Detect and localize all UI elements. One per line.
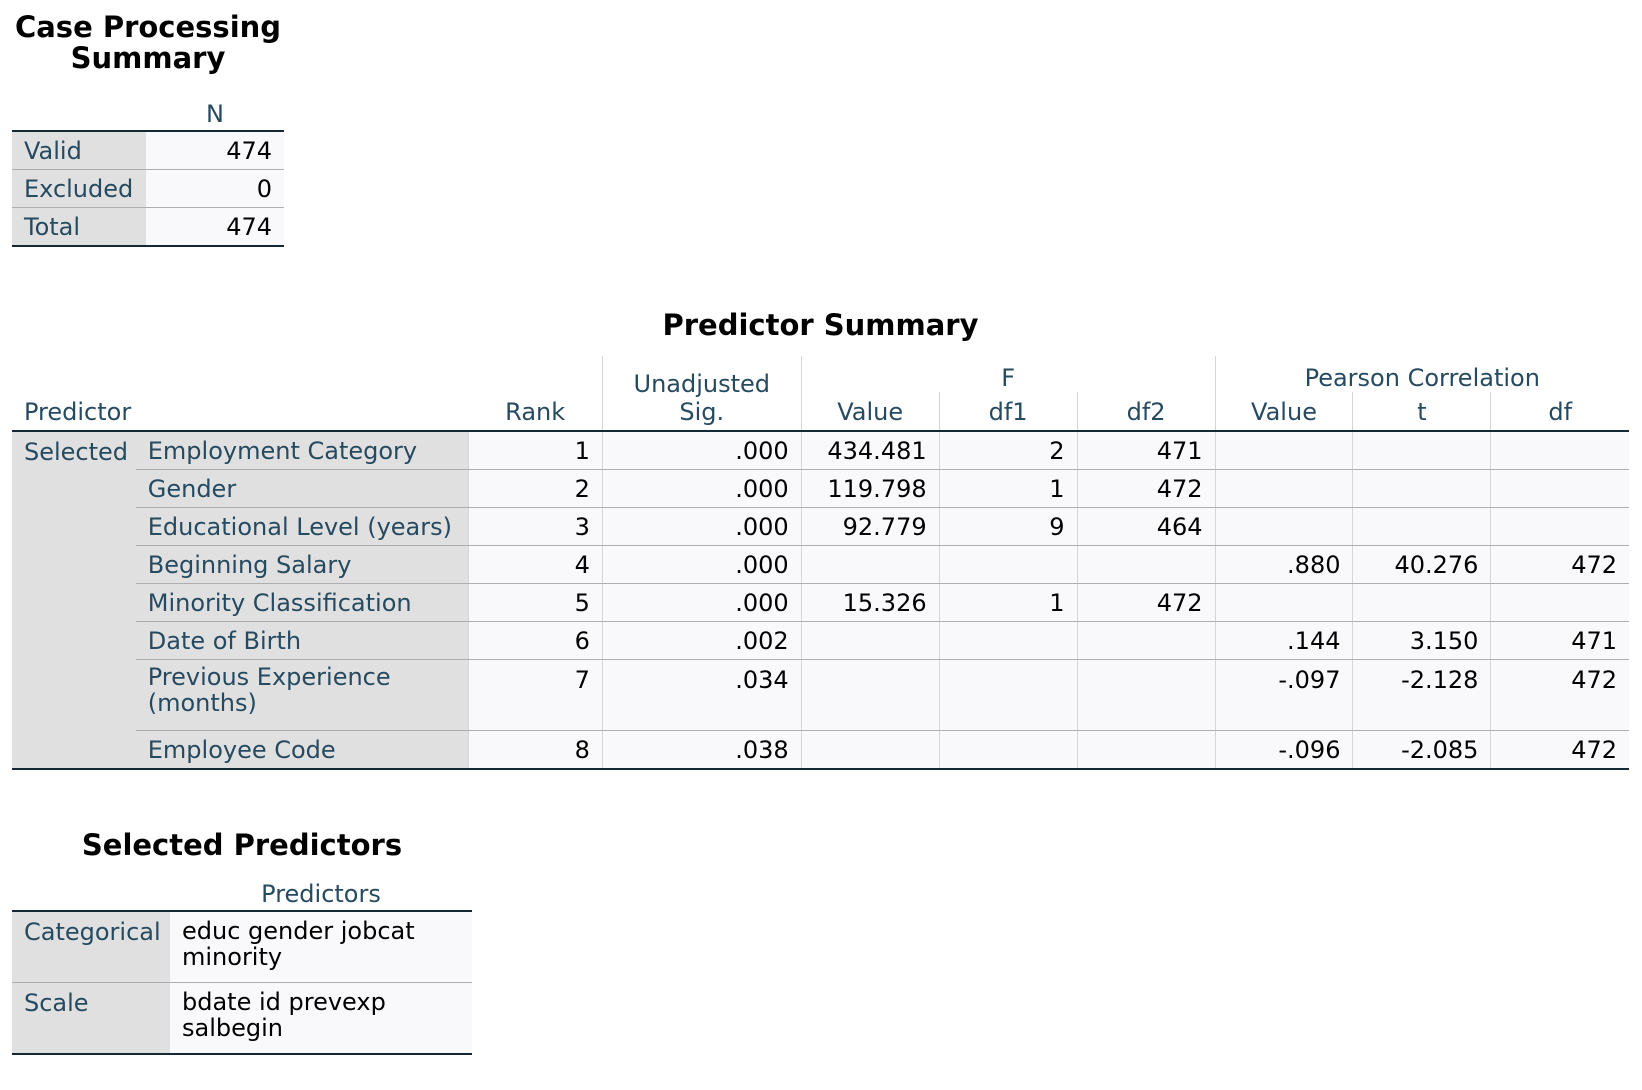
pearson-value-cell bbox=[1215, 584, 1353, 622]
predictor-name: Date of Birth bbox=[136, 622, 469, 660]
predictor-name: Minority Classification bbox=[136, 584, 469, 622]
f-value-cell bbox=[801, 660, 939, 731]
df-cell bbox=[1491, 470, 1629, 508]
predictor-name: Gender bbox=[136, 470, 469, 508]
df1-cell bbox=[939, 731, 1077, 770]
rank-cell: 3 bbox=[468, 508, 602, 546]
table-row bbox=[12, 431, 1629, 470]
df2-cell: 471 bbox=[1077, 431, 1215, 470]
sig-cell: .002 bbox=[602, 622, 801, 660]
row-value: bdate id prevexp salbegin bbox=[170, 983, 472, 1055]
predictor-name: Previous Experience (months) bbox=[136, 660, 469, 731]
table-row bbox=[12, 584, 1629, 622]
df-cell: 472 bbox=[1491, 546, 1629, 584]
sig-cell: .000 bbox=[602, 508, 801, 546]
pearson-value-cell: -.096 bbox=[1215, 731, 1353, 770]
column-header-pearson-value: Value bbox=[1215, 392, 1353, 431]
row-value: educ gender jobcat minority bbox=[170, 911, 472, 983]
row-label: Categorical bbox=[12, 911, 170, 983]
table-row bbox=[12, 470, 1629, 508]
rank-cell: 7 bbox=[468, 660, 602, 731]
table-row bbox=[12, 131, 284, 170]
pearson-value-cell: .880 bbox=[1215, 546, 1353, 584]
sig-cell: .000 bbox=[602, 470, 801, 508]
t-cell: 40.276 bbox=[1353, 546, 1491, 584]
column-header-n: N bbox=[146, 94, 284, 131]
df2-cell bbox=[1077, 622, 1215, 660]
df2-cell bbox=[1077, 660, 1215, 731]
df-cell: 472 bbox=[1491, 660, 1629, 731]
df-cell bbox=[1491, 584, 1629, 622]
row-value: 474 bbox=[146, 208, 284, 247]
sig-cell: .000 bbox=[602, 431, 801, 470]
predictor-summary-title: Predictor Summary bbox=[662, 308, 979, 342]
t-cell: -2.085 bbox=[1353, 731, 1491, 770]
case-processing-title: Case Processing Summary bbox=[14, 10, 282, 75]
sig-cell: .000 bbox=[602, 584, 801, 622]
pearson-value-cell: -.097 bbox=[1215, 660, 1353, 731]
row-value: 0 bbox=[146, 170, 284, 208]
df2-cell: 464 bbox=[1077, 508, 1215, 546]
column-group-pearson: Pearson Correlation bbox=[1215, 356, 1629, 392]
group-label-selected: Selected bbox=[12, 431, 136, 769]
df1-cell bbox=[939, 622, 1077, 660]
sig-cell: .034 bbox=[602, 660, 801, 731]
rank-cell: 6 bbox=[468, 622, 602, 660]
row-label: Excluded bbox=[12, 170, 146, 208]
column-header-rank: Rank bbox=[468, 392, 602, 431]
f-value-cell bbox=[801, 546, 939, 584]
df2-cell: 472 bbox=[1077, 584, 1215, 622]
table-row bbox=[12, 660, 1629, 731]
predictor-name: Beginning Salary bbox=[136, 546, 469, 584]
df1-cell: 1 bbox=[939, 470, 1077, 508]
column-header-f-value: Value bbox=[801, 392, 939, 431]
df1-cell bbox=[939, 546, 1077, 584]
df1-cell: 2 bbox=[939, 431, 1077, 470]
df1-cell bbox=[939, 660, 1077, 731]
rank-cell: 2 bbox=[468, 470, 602, 508]
column-header-unadjusted-sig: Unadjusted Sig. bbox=[602, 356, 801, 431]
rank-cell: 1 bbox=[468, 431, 602, 470]
df2-cell bbox=[1077, 546, 1215, 584]
f-value-cell: 15.326 bbox=[801, 584, 939, 622]
df-cell: 471 bbox=[1491, 622, 1629, 660]
table-row bbox=[12, 622, 1629, 660]
column-header-df: df bbox=[1491, 392, 1629, 431]
selected-predictors-title: Selected Predictors bbox=[81, 828, 403, 862]
f-value-cell: 434.481 bbox=[801, 431, 939, 470]
f-value-cell bbox=[801, 731, 939, 770]
f-value-cell: 92.779 bbox=[801, 508, 939, 546]
row-label: Scale bbox=[12, 983, 170, 1055]
t-cell: -2.128 bbox=[1353, 660, 1491, 731]
f-value-cell: 119.798 bbox=[801, 470, 939, 508]
predictor-name: Educational Level (years) bbox=[136, 508, 469, 546]
t-cell bbox=[1353, 431, 1491, 470]
df-cell: 472 bbox=[1491, 731, 1629, 770]
column-group-f: F bbox=[801, 356, 1215, 392]
table-row bbox=[12, 170, 284, 208]
rank-cell: 5 bbox=[468, 584, 602, 622]
selected-predictors-table bbox=[12, 874, 472, 1055]
case-processing-table bbox=[12, 94, 284, 247]
sig-cell: .038 bbox=[602, 731, 801, 770]
predictor-summary-table bbox=[12, 356, 1629, 770]
row-value: 474 bbox=[146, 131, 284, 170]
row-label: Total bbox=[12, 208, 146, 247]
df-cell bbox=[1491, 508, 1629, 546]
df1-cell: 1 bbox=[939, 584, 1077, 622]
df-cell bbox=[1491, 431, 1629, 470]
table-row bbox=[12, 911, 472, 983]
table-row bbox=[12, 731, 1629, 770]
t-cell bbox=[1353, 508, 1491, 546]
t-cell bbox=[1353, 584, 1491, 622]
column-header-predictors: Predictors bbox=[170, 874, 472, 911]
column-header-t: t bbox=[1353, 392, 1491, 431]
predictor-name: Employee Code bbox=[136, 731, 469, 770]
t-cell: 3.150 bbox=[1353, 622, 1491, 660]
rank-cell: 4 bbox=[468, 546, 602, 584]
df2-cell bbox=[1077, 731, 1215, 770]
df2-cell: 472 bbox=[1077, 470, 1215, 508]
t-cell bbox=[1353, 470, 1491, 508]
column-header-df1: df1 bbox=[939, 392, 1077, 431]
rank-cell: 8 bbox=[468, 731, 602, 770]
table-row bbox=[12, 546, 1629, 584]
df1-cell: 9 bbox=[939, 508, 1077, 546]
column-header-df2: df2 bbox=[1077, 392, 1215, 431]
table-row bbox=[12, 508, 1629, 546]
table-row bbox=[12, 983, 472, 1055]
pearson-value-cell bbox=[1215, 470, 1353, 508]
pearson-value-cell bbox=[1215, 508, 1353, 546]
predictor-name: Employment Category bbox=[136, 431, 469, 470]
pearson-value-cell: .144 bbox=[1215, 622, 1353, 660]
pearson-value-cell bbox=[1215, 431, 1353, 470]
table-row bbox=[12, 208, 284, 247]
column-header-predictor: Predictor bbox=[12, 392, 468, 431]
f-value-cell bbox=[801, 622, 939, 660]
row-label: Valid bbox=[12, 131, 146, 170]
sig-cell: .000 bbox=[602, 546, 801, 584]
